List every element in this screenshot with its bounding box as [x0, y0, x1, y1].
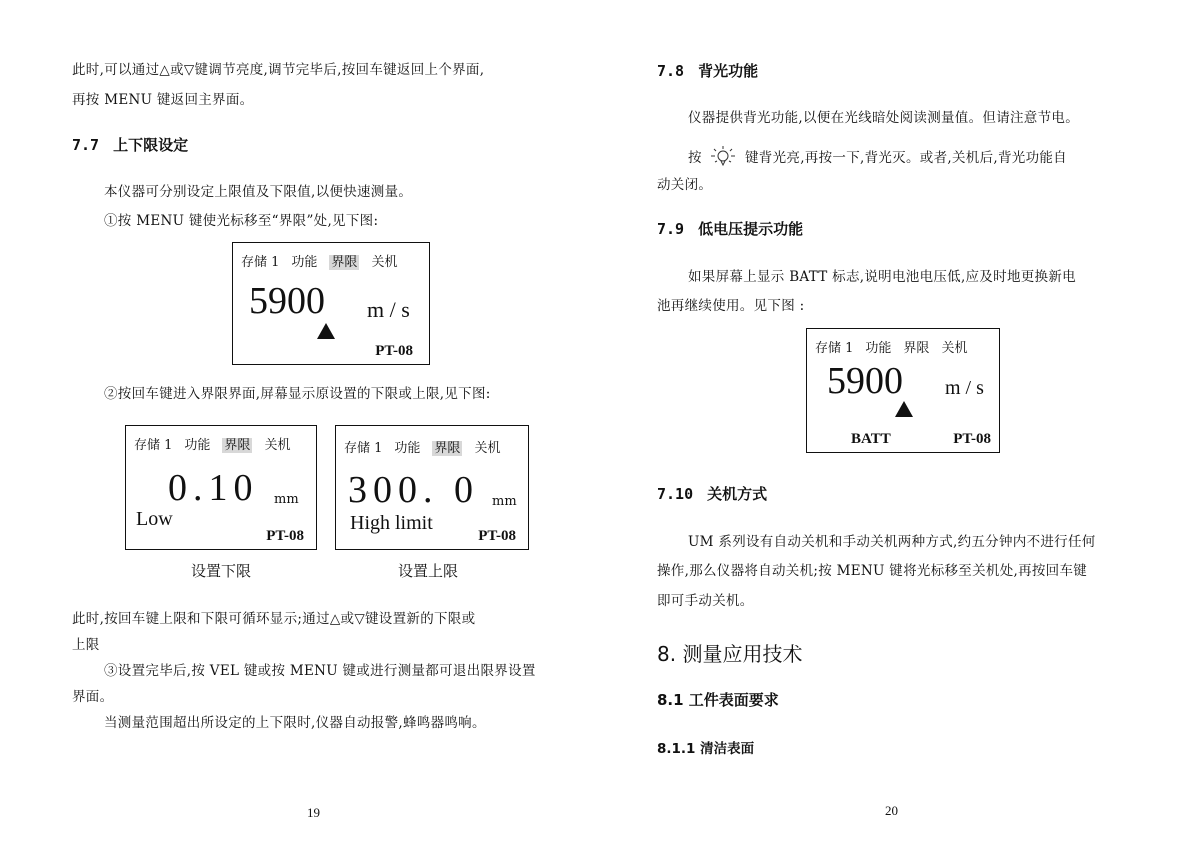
- menu-item: 存储 1: [134, 438, 173, 453]
- section-heading-8-1: 8.1 工件表面要求: [657, 691, 779, 709]
- menu-item: 关机: [941, 341, 968, 356]
- lcd-batt-indicator: BATT: [851, 431, 891, 447]
- menu-item: 功能: [394, 441, 421, 456]
- section-title: 上下限设定: [113, 136, 189, 154]
- section-title: 低电压提示功能: [698, 220, 804, 238]
- paragraph: 界面。: [72, 689, 114, 705]
- section-heading-7-9: [657, 218, 803, 239]
- lcd-screen-battery-low: [806, 328, 1000, 453]
- section-number: 7.10: [657, 485, 694, 503]
- page-number: 19: [307, 805, 320, 820]
- lcd-screen-low-limit: [125, 425, 317, 550]
- section-title: 背光功能: [698, 62, 759, 80]
- lcd-model: PT-08: [375, 343, 413, 359]
- menu-item: 关机: [474, 441, 501, 456]
- lcd-menu: [344, 437, 512, 456]
- lcd-label: Low: [136, 508, 173, 530]
- paragraph: 再按 MENU 键返回主界面。: [72, 92, 254, 108]
- lcd-model: PT-08: [478, 528, 516, 544]
- paragraph: 池再继续使用。见下图 :: [657, 298, 805, 314]
- cursor-triangle-icon: [317, 323, 335, 339]
- menu-item: 界限: [903, 341, 930, 356]
- lcd-unit: m / s: [367, 297, 410, 322]
- menu-item: 功能: [865, 341, 892, 356]
- lcd-menu: [241, 251, 409, 270]
- section-number: 7.8: [657, 62, 685, 80]
- menu-item-selected: 界限: [224, 438, 251, 453]
- section-number: 7.9: [657, 220, 685, 238]
- page-number: 20: [885, 803, 898, 818]
- text: 键背光亮,再按一下,背光灭。或者,关机后,背光功能自: [745, 150, 1067, 166]
- paragraph: 当测量范围超出所设定的上下限时,仪器自动报警,蜂鸣器鸣响。: [104, 715, 486, 731]
- cursor-triangle-icon: [895, 401, 913, 417]
- lcd-unit: m / s: [945, 377, 984, 399]
- menu-item-selected: 界限: [434, 441, 461, 456]
- lcd-screen-limit-menu: [232, 242, 430, 365]
- paragraph: 即可手动关机。: [657, 593, 754, 609]
- lcd-menu: [815, 337, 979, 356]
- menu-item-selected: 界限: [331, 255, 358, 270]
- paragraph: 动关闭。: [657, 177, 713, 193]
- lcd-screen-high-limit: [335, 425, 529, 550]
- menu-item: 存储 1: [815, 341, 854, 356]
- paragraph: ③设置完毕后,按 VEL 键或按 MENU 键或进行测量都可退出限界设置: [104, 663, 536, 679]
- paragraph: 如果屏幕上显示 BATT 标志,说明电池电压低,应及时地更换新电: [688, 269, 1076, 285]
- menu-item: 存储 1: [344, 441, 383, 456]
- menu-item: 存储 1: [241, 255, 280, 270]
- menu-item: 功能: [184, 438, 211, 453]
- text: 按: [688, 150, 702, 166]
- section-heading-7-10: [657, 483, 767, 504]
- lcd-value: 5900: [827, 360, 903, 402]
- paragraph: UM 系列设有自动关机和手动关机两种方式,约五分钟内不进行任何: [688, 534, 1096, 550]
- menu-item: 功能: [291, 255, 318, 270]
- lcd-model: PT-08: [266, 528, 304, 544]
- backlight-bulb-icon: [708, 144, 738, 170]
- section-number: 7.7: [72, 136, 100, 154]
- caption-low: 设置下限: [191, 562, 252, 580]
- paragraph: [688, 144, 1067, 170]
- paragraph: 仪器提供背光功能,以便在光线暗处阅读测量值。但请注意节电。: [688, 110, 1079, 126]
- paragraph: 本仪器可分别设定上限值及下限值,以便快速测量。: [104, 184, 413, 200]
- paragraph: ①按 MENU 键使光标移至“界限”处,见下图:: [104, 213, 379, 229]
- caption-high: 设置上限: [398, 562, 459, 580]
- lcd-model: PT-08: [953, 431, 991, 447]
- paragraph: 上限: [72, 637, 100, 653]
- lcd-unit: mm: [274, 492, 299, 507]
- lcd-label: High limit: [350, 512, 433, 534]
- lcd-unit: mm: [492, 494, 517, 509]
- section-title: 关机方式: [707, 485, 768, 503]
- lcd-value: 5900: [249, 280, 325, 322]
- chapter-heading-8: 8. 测量应用技术: [657, 642, 803, 666]
- lcd-value: 300. 0: [348, 469, 479, 511]
- section-heading-7-8: [657, 60, 758, 81]
- paragraph: 此时,可以通过△或▽键调节亮度,调节完毕后,按回车键返回上个界面,: [72, 62, 485, 78]
- menu-item: 关机: [371, 255, 398, 270]
- paragraph: 操作,那么仪器将自动关机;按 MENU 键将光标移至关机处,再按回车键: [657, 563, 1088, 579]
- section-heading-7-7: [72, 134, 188, 155]
- lcd-menu: [134, 434, 302, 453]
- section-heading-8-1-1: 8.1.1 清洁表面: [657, 741, 755, 757]
- paragraph: 此时,按回车键上限和下限可循环显示;通过△或▽键设置新的下限或: [72, 611, 476, 627]
- lcd-value: 0.10: [168, 467, 259, 509]
- paragraph: ②按回车键进入界限界面,屏幕显示原设置的下限或上限,见下图:: [104, 386, 491, 402]
- menu-item: 关机: [264, 438, 291, 453]
